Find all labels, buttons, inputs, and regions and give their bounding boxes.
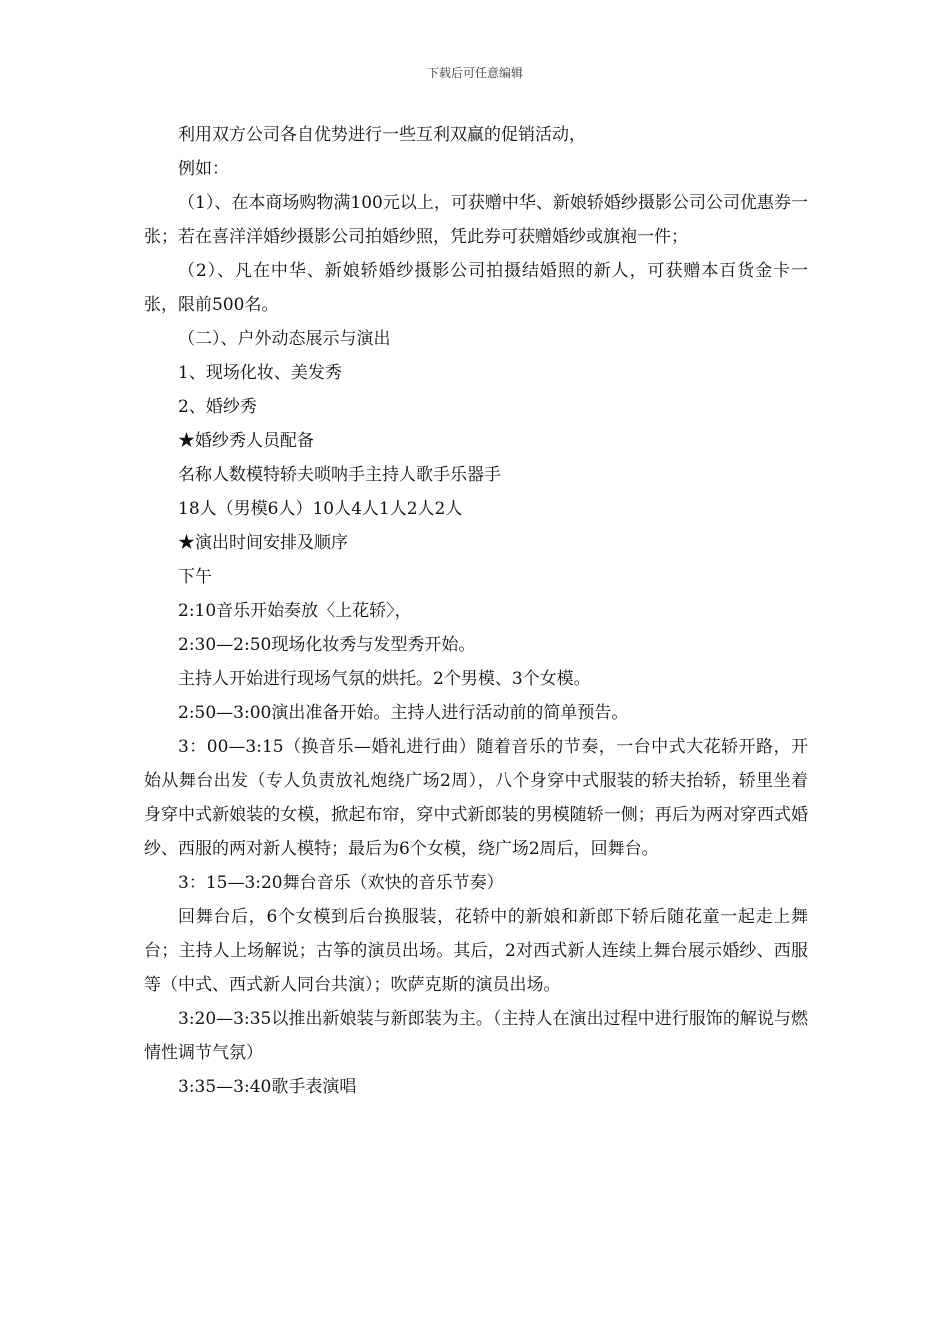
paragraph: 主持人开始进行现场气氛的烘托。2个男模、3个女模。 [178, 669, 591, 689]
list-item: 1、现场化妆、美发秀 [178, 363, 342, 383]
paragraph: （2）、凡在中华、新娘轿婚纱摄影公司拍摄结婚照的新人，可获赠本百货金卡一张，限前500名。 [144, 261, 808, 315]
schedule-item: 3：15—3:20舞台音乐（欢快的音乐节奏） [178, 873, 504, 893]
section-heading: （二）、户外动态展示与演出 [178, 329, 391, 349]
paragraph: （1）、在本商场购物满100元以上，可获赠中华、新娘轿婚纱摄影公司公司优惠券一张；若在喜洋洋婚纱摄影公司拍婚纱照，凭此券可获赠婚纱或旗袍一件； [144, 193, 808, 247]
subheading: ★演出时间安排及顺序 [178, 533, 348, 553]
schedule-item: 2:50—3:00演出准备开始。主持人进行活动前的简单预告。 [178, 703, 629, 723]
paragraph: 下午 [178, 567, 212, 587]
page-header: 下载后可任意编辑 [426, 66, 523, 80]
paragraph: 例如： [178, 159, 229, 179]
list-item: 2、婚纱秀 [178, 397, 257, 417]
schedule-item: 3：00—3:15（换音乐—婚礼进行曲）随着音乐的节奏，一台中式大花轿开路，开始从舞台出发（专人负责放礼炮绕广场2周），八个身穿中式服装的轿夫抬轿，轿里坐着身穿中式新娘装的女模，掀起布帘，穿中式新郎装的男模随轿一侧；再后为两对穿西式婚纱、西服的两对新人模特；最后为6个女模，绕广场2周后，回舞台。 [144, 737, 808, 859]
paragraph: 回舞台后，6个女模到后台换服装，花轿中的新娘和新郎下轿后随花童一起走上舞台；主持人上场解说；古筝的演员出场。其后，2对西式新人连续上舞台展示婚纱、西服等（中式、西式新人同台共演）；吹萨克斯的演员出场。 [144, 907, 808, 995]
schedule-item: 2:10音乐开始奏放〈上花轿〉， [178, 601, 412, 621]
paragraph: 利用双方公司各自优势进行一些互利双赢的促销活动， [178, 125, 586, 145]
subheading: ★婚纱秀人员配备 [178, 431, 314, 451]
staff-count-row: 18人（男模6人）10人4人1人2人2人 [178, 499, 463, 519]
schedule-item: 3:35—3:40歌手表演唱 [178, 1077, 357, 1097]
document-body [144, 118, 808, 1104]
schedule-item: 3:20—3:35以推出新娘装与新郎装为主。（主持人在演出过程中进行服饰的解说与燃情性调节气氛） [144, 1009, 808, 1063]
schedule-item: 2:30—2:50现场化妆秀与发型秀开始。 [178, 635, 476, 655]
staff-header-row: 名称人数模特轿夫唢呐手主持人歌手乐器手 [178, 465, 501, 485]
